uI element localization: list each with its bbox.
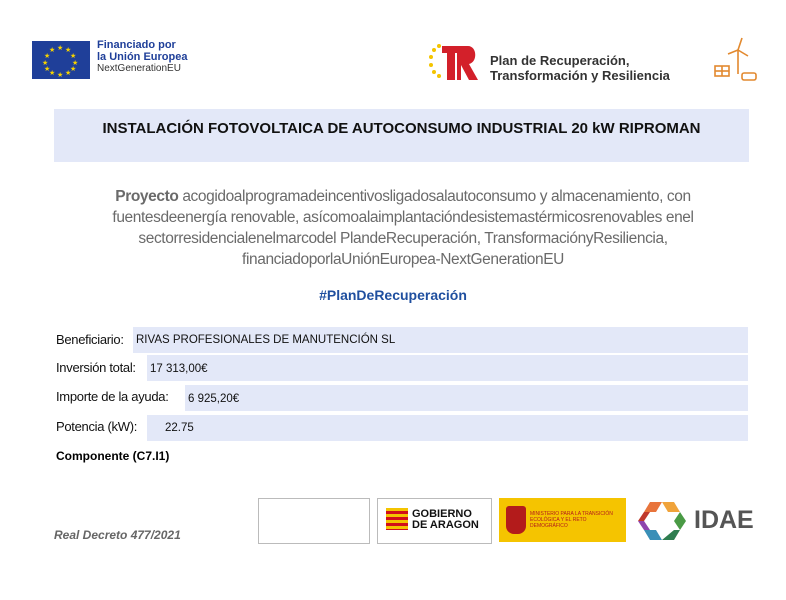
eu-line2: la Unión Europea bbox=[97, 51, 188, 63]
ayuda-label: Importe de la ayuda: bbox=[56, 389, 169, 404]
eu-funding-label bbox=[97, 39, 187, 75]
eu-flag-icon: ★ ★ ★ ★ ★ ★ ★ ★ ★ ★ ★ ★ bbox=[32, 41, 90, 79]
description-lead: Proyecto bbox=[115, 188, 179, 205]
beneficiario-value: RIVAS PROFESIONALES DE MANUTENCIÓN SL bbox=[136, 334, 396, 346]
description-line3: sectorresidencialenelmarcodel PlandeRecuperación, TransformaciónyResiliencia, bbox=[138, 230, 668, 247]
hashtag: #PlanDeRecuperación bbox=[319, 287, 467, 303]
spain-shield-icon bbox=[506, 506, 526, 534]
tr-logo-icon bbox=[428, 40, 480, 82]
componente-label: Componente (C7.I1) bbox=[56, 449, 170, 463]
plan-line1: Plan de Recuperación, bbox=[490, 53, 630, 68]
inversion-label: Inversión total: bbox=[56, 360, 136, 375]
real-decreto-label: Real Decreto 477/2021 bbox=[54, 528, 181, 542]
description-line2: fuentesdeenergía renovable, asícomoalaimplantacióndesistemastérmicosrenovables enel bbox=[112, 209, 694, 226]
description-line1: acogidoalprogramadeincentivosligadosalautoconsumo y almacenamiento, con bbox=[178, 188, 691, 205]
potencia-value: 22.75 bbox=[165, 422, 194, 434]
ayuda-field bbox=[185, 385, 748, 411]
plan-line2: Transformación y Resiliencia bbox=[490, 68, 670, 83]
eu-line1: Financiado por bbox=[97, 39, 176, 51]
wind-turbine-icon bbox=[712, 36, 758, 86]
project-description bbox=[58, 186, 748, 270]
blank-logo-box bbox=[258, 498, 370, 544]
project-title: INSTALACIÓN FOTOVOLTAICA DE AUTOCONSUMO INDUSTRIAL 20 kW RIPROMAN bbox=[102, 120, 701, 137]
ayuda-value: 6 925,20€ bbox=[188, 393, 240, 405]
ministerio-text: MINISTERIO PARA LA TRANSICIÓN ECOLÓGICA Y EL RETO DEMOGRÁFICO bbox=[530, 511, 613, 529]
gobierno-aragon-text bbox=[412, 509, 479, 531]
idae-logo-icon bbox=[636, 498, 688, 544]
idae-label: IDAE bbox=[694, 506, 754, 534]
potencia-label: Potencia (kW): bbox=[56, 419, 138, 434]
plan-recuperacion-label bbox=[490, 53, 670, 83]
potencia-field bbox=[147, 415, 748, 441]
description-line4: financiadoporlaUniónEuropea-NextGenerationEU bbox=[242, 251, 564, 268]
beneficiario-label: Beneficiario: bbox=[56, 332, 124, 347]
gobierno-line1: GOBIERNO bbox=[412, 508, 472, 520]
aragon-flag-icon bbox=[386, 508, 408, 530]
inversion-value: 17 313,00€ bbox=[150, 363, 208, 375]
gobierno-line2: DE ARAGON bbox=[412, 519, 479, 531]
eu-line3: NextGenerationEU bbox=[97, 63, 181, 74]
inversion-field bbox=[147, 355, 748, 381]
